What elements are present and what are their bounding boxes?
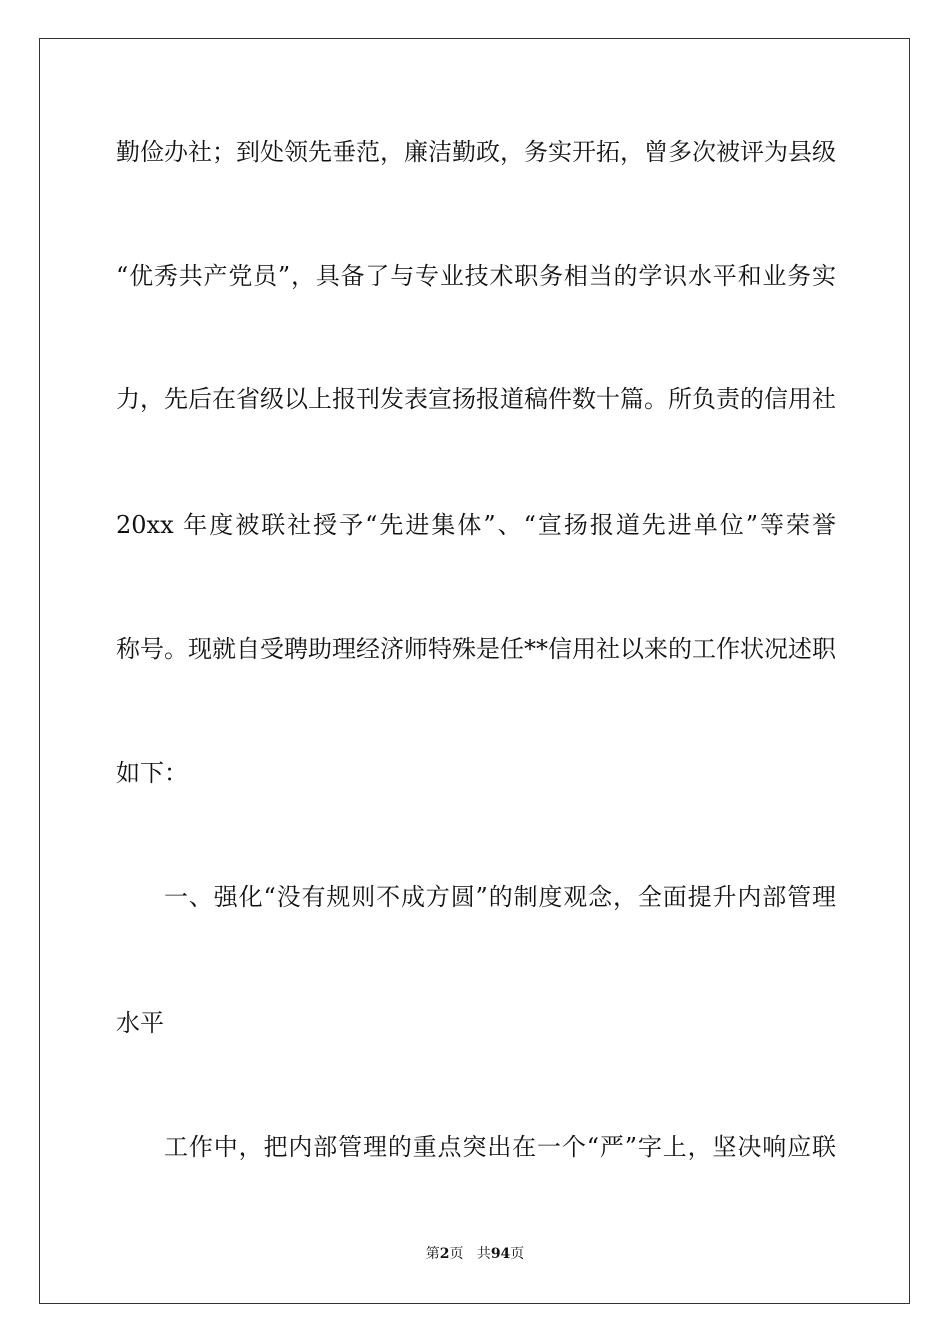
total-pages: 94 xyxy=(490,1246,511,1262)
paragraph-line: “优秀共产党员”，具备了与专业技术职务相当的学识水平和业务实 xyxy=(116,262,836,290)
paragraph-line: 工作中，把内部管理的重点突出在一个“严”字上，坚决响应联 xyxy=(164,1133,836,1161)
page-suffix: 页 xyxy=(449,1246,464,1262)
page-footer xyxy=(0,1245,950,1263)
paragraph-line: 称号。现就自受聘助理经济师特殊是任**信用社以来的工作状况述职 xyxy=(116,635,836,663)
paragraph-line: 力，先后在省级以上报刊发表宣扬报道稿件数十篇。所负责的信用社 xyxy=(116,385,836,413)
section-heading-line: 一、强化“没有规则不成方圆”的制度观念，全面提升内部管理 xyxy=(164,883,836,911)
total-prefix: 共 xyxy=(476,1246,491,1262)
total-suffix: 页 xyxy=(510,1246,525,1262)
section-heading-line: 水平 xyxy=(116,1009,164,1037)
paragraph-line: 如下： xyxy=(116,759,188,787)
page-prefix: 第 xyxy=(425,1246,440,1262)
paragraph-line: 20xx 年度被联社授予“先进集体”、“宣扬报道先进单位”等荣誉 xyxy=(116,511,836,539)
paragraph-line: 勤俭办社；到处领先垂范，廉洁勤政，务实开拓，曾多次被评为县级 xyxy=(116,138,836,166)
page-number: 2 xyxy=(439,1246,450,1262)
page-border xyxy=(39,38,910,1304)
